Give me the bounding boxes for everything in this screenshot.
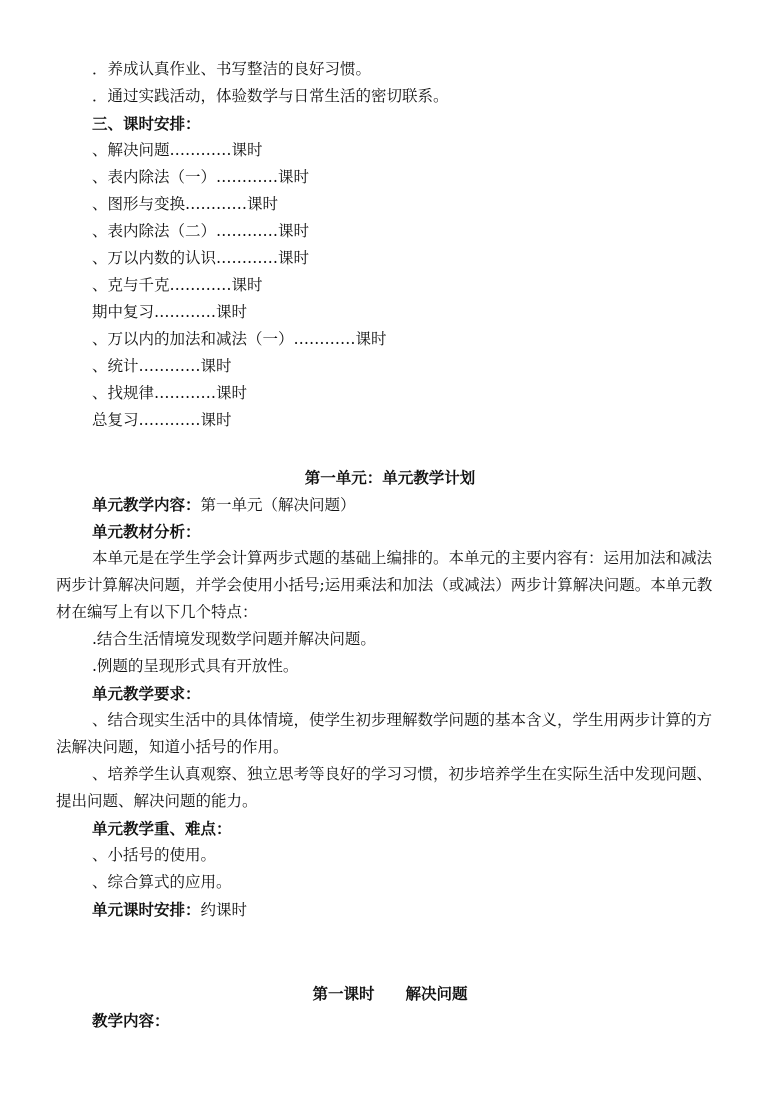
unit-content-row xyxy=(92,491,356,519)
unit-hours-row xyxy=(92,896,247,924)
unit-content-label: 单元教学内容： xyxy=(92,495,201,514)
unit-requirement-item: 、结合现实生活中的具体情境，使学生初步理解数学问题的基本含义，学生用两步计算的方法解决问题，知道小括号的作用。 xyxy=(56,711,713,756)
goal-item: ．通过实践活动，体验数学与日常生活的密切联系。 xyxy=(92,87,449,105)
schedule-item: 、表内除法（一）…………课时 xyxy=(92,168,310,186)
unit-key-point-item: 、小括号的使用。 xyxy=(92,846,217,864)
lesson-content-label: 教学内容： xyxy=(92,1011,170,1030)
unit-title: 第一单元：单元教学计划 xyxy=(304,468,476,487)
schedule-item: 、图形与变换…………课时 xyxy=(92,195,279,213)
unit-hours-value: 约课时 xyxy=(200,901,248,919)
schedule-item: 、解决问题…………课时 xyxy=(92,141,263,159)
unit-analysis-text: 本单元是在学生学会计算两步式题的基础上编排的。本单元的主要内容有：运用加法和减法两步计算解决问题，并学会使用小括号;运用乘法和加法（或减法）两步计算解决问题。本单元教材在编写上有以下几个特点： xyxy=(56,549,713,621)
schedule-item: 、万以内的加法和减法（一）…………课时 xyxy=(92,330,387,348)
unit-requirement-item: 、培养学生认真观察、独立思考等良好的学习习惯，初步培养学生在实际生活中发现问题、提出问题、解决问题的能力。 xyxy=(56,765,713,810)
schedule-item: 期中复习…………课时 xyxy=(92,303,248,321)
unit-analysis-label: 单元教材分析： xyxy=(92,522,201,541)
unit-key-point-item: 、综合算式的应用。 xyxy=(92,873,232,891)
schedule-heading: 三、课时安排： xyxy=(92,114,201,133)
unit-feature-item: .结合生活情境发现数学问题并解决问题。 xyxy=(92,630,376,648)
unit-requirements-label: 单元教学要求： xyxy=(92,684,201,703)
schedule-item: 、克与千克…………课时 xyxy=(92,276,263,294)
schedule-item: 、找规律…………课时 xyxy=(92,384,248,402)
lesson-title: 第一课时 解决问题 xyxy=(312,984,468,1003)
schedule-item: 、表内除法（二）…………课时 xyxy=(92,222,310,240)
schedule-item: 、统计…………课时 xyxy=(92,357,232,375)
unit-content-value: 第一单元（解决问题） xyxy=(200,496,356,514)
schedule-item: 总复习…………课时 xyxy=(92,411,232,429)
unit-hours-label: 单元课时安排： xyxy=(92,900,201,919)
goal-item: ．养成认真作业、书写整洁的良好习惯。 xyxy=(92,60,372,78)
schedule-item: 、万以内数的认识…………课时 xyxy=(92,249,310,267)
unit-key-points-label: 单元教学重、难点： xyxy=(92,819,232,838)
unit-feature-item: .例题的呈现形式具有开放性。 xyxy=(92,657,299,675)
